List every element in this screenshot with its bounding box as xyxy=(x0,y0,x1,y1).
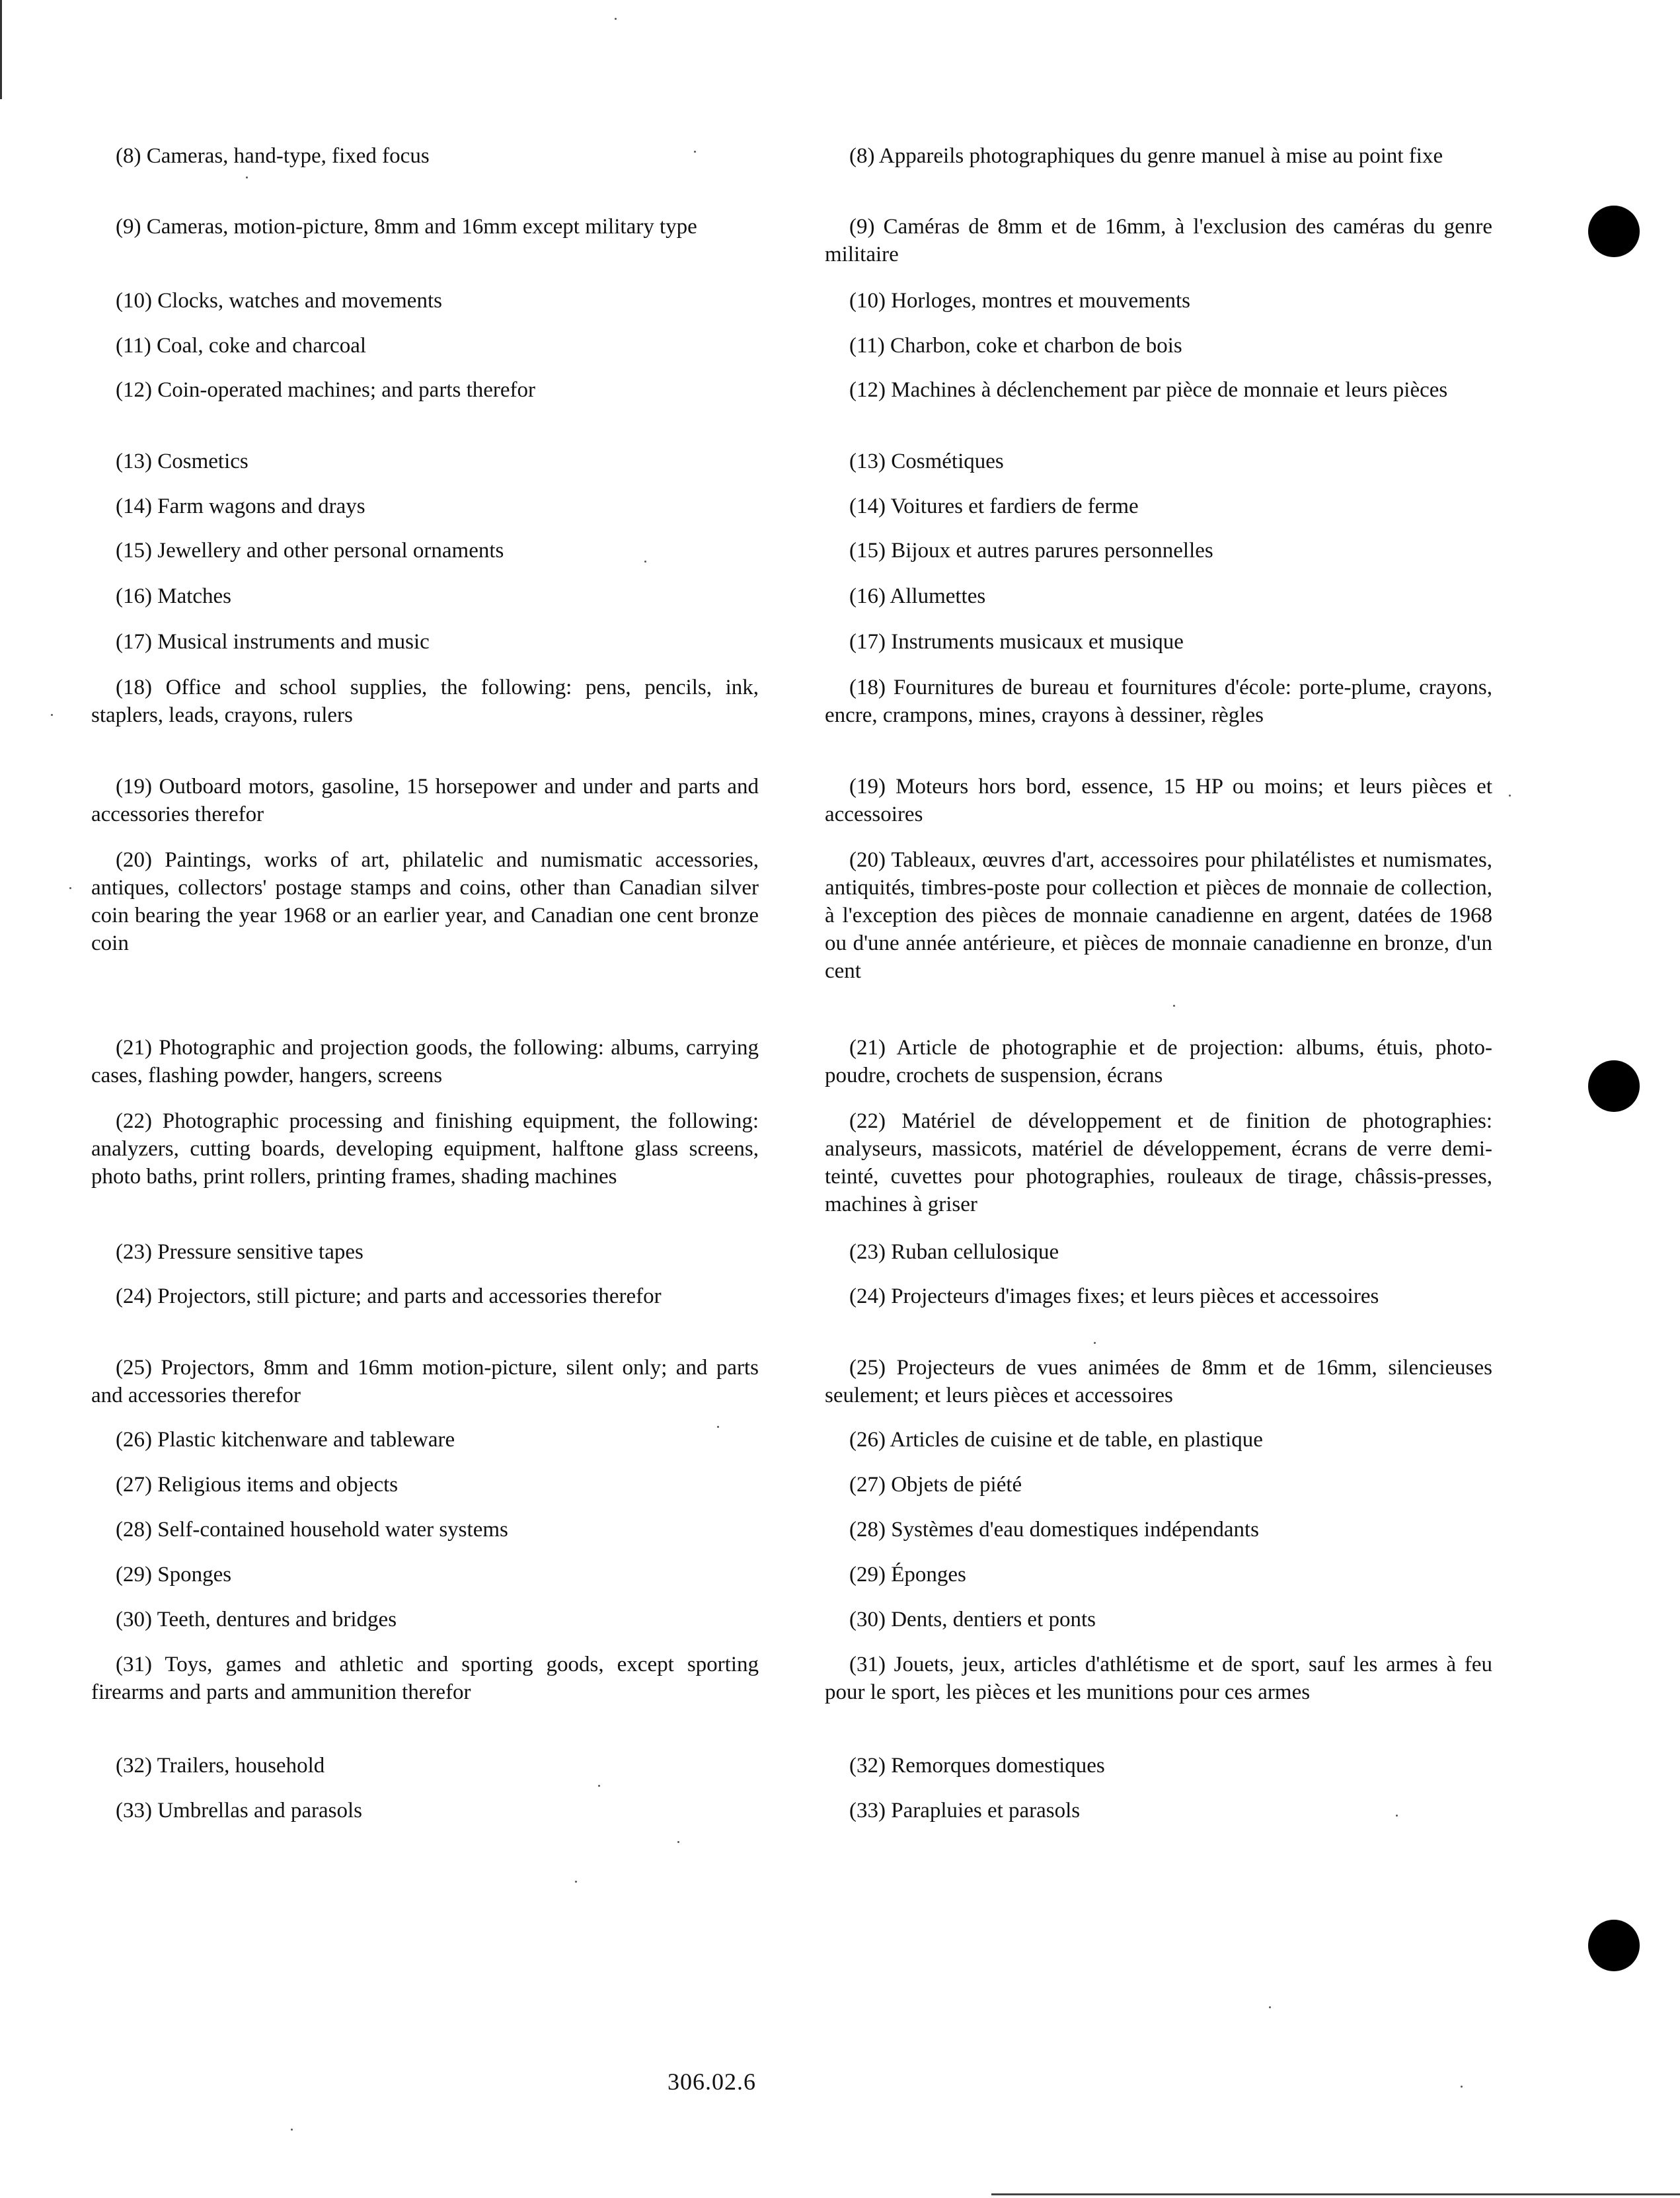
fr-item-8: (8) Appareils photographiques du genre manuel à mise au point fixe xyxy=(849,144,1443,168)
en-item-32: (32) Trailers, household xyxy=(116,1754,325,1778)
en-item-27: (27) Religious items and objects xyxy=(116,1473,399,1497)
scan-speck xyxy=(1396,1815,1398,1817)
fr-item-23: (23) Ruban cellulosique xyxy=(849,1240,1059,1264)
fr-item-33: (33) Parapluies et parasols xyxy=(849,1799,1081,1823)
fr-item-24: (24) Projecteurs d'images fixes; et leurs pièces et accessoires xyxy=(849,1284,1379,1308)
en-item-9: (9) Cameras, motion-picture, 8mm and 16mm except military type xyxy=(116,215,697,239)
fr-item-18: (18) Fournitures de bureau et fournitures d'école: porte-plume, crayons, encre, crampons, mines, crayons à dessiner, règles xyxy=(825,676,1492,727)
fr-item-17: (17) Instruments musicaux et musique xyxy=(849,630,1184,654)
punch-hole-top xyxy=(1588,206,1640,257)
fr-item-15: (15) Bijoux et autres parures personnelles xyxy=(849,539,1213,563)
en-item-8: (8) Cameras, hand-type, fixed focus xyxy=(116,144,430,168)
scan-edge-bottom xyxy=(991,2193,1680,2195)
scan-speck xyxy=(717,1426,719,1428)
fr-item-32: (32) Remorques domestiques xyxy=(849,1754,1105,1778)
fr-item-11: (11) Charbon, coke et charbon de bois xyxy=(849,334,1182,358)
en-item-18: (18) Office and school supplies, the following: pens, pencils, ink, staplers, leads, crayons, rulers xyxy=(91,676,759,727)
en-item-33: (33) Umbrellas and parasols xyxy=(116,1799,362,1823)
fr-item-31: (31) Jouets, jeux, articles d'athlétisme et de sport, sauf les armes à feu pour le sport, les pièces et les munitions pour ces armes xyxy=(825,1653,1492,1704)
scan-speck xyxy=(1094,1342,1096,1344)
fr-item-9: (9) Caméras de 8mm et de 16mm, à l'exclusion des caméras du genre militaire xyxy=(825,215,1492,266)
punch-hole-bottom xyxy=(1588,1920,1640,1971)
en-item-19: (19) Outboard motors, gasoline, 15 horsepower and under and parts and accessories therefor xyxy=(91,775,759,826)
scan-speck xyxy=(644,561,646,563)
fr-item-14: (14) Voitures et fardiers de ferme xyxy=(849,494,1139,518)
fr-item-16: (16) Allumettes xyxy=(849,584,986,608)
en-item-24: (24) Projectors, still picture; and parts and accessories therefor xyxy=(116,1284,662,1308)
scan-speck xyxy=(1509,795,1511,797)
fr-item-20: (20) Tableaux, œuvres d'art, accessoires pour philatélistes et numismates, antiquités, timbres-poste pour collection et pièces de monnaie de collection, à l'exception des pièces de monnaie canadienne en argent, datées de 1968 ou d'une année antérieure, et pièces de monnaie canadienne en bronze, d'un cent xyxy=(825,848,1492,983)
fr-item-25: (25) Projecteurs de vues animées de 8mm et de 16mm, silencieuses seulement; et leurs pièces et accessoires xyxy=(825,1356,1492,1407)
scan-edge-left xyxy=(0,0,2,99)
scan-speck xyxy=(51,714,53,716)
en-item-17: (17) Musical instruments and music xyxy=(116,630,430,654)
scan-speck xyxy=(1173,1005,1175,1007)
scan-speck xyxy=(1269,2006,1271,2008)
fr-item-13: (13) Cosmétiques xyxy=(849,450,1004,473)
fr-item-22: (22) Matériel de développement et de finition de photographies: analyseurs, massicots, matériel de développement, écrans de verre demi-teinté, cuvettes pour photographies, rouleaux de tirage, châssis-presses, machines à griser xyxy=(825,1109,1492,1216)
en-item-12: (12) Coin-operated machines; and parts therefor xyxy=(116,378,536,402)
en-item-23: (23) Pressure sensitive tapes xyxy=(116,1240,363,1264)
en-item-30: (30) Teeth, dentures and bridges xyxy=(116,1608,397,1631)
en-item-29: (29) Sponges xyxy=(116,1563,232,1587)
fr-item-27: (27) Objets de piété xyxy=(849,1473,1022,1497)
fr-item-10: (10) Horloges, montres et mouvements xyxy=(849,289,1190,313)
en-item-16: (16) Matches xyxy=(116,584,232,608)
scan-speck xyxy=(69,887,71,889)
scan-speck xyxy=(598,1785,600,1787)
fr-item-26: (26) Articles de cuisine et de table, en plastique xyxy=(849,1428,1263,1452)
scan-speck xyxy=(615,18,617,20)
scan-speck xyxy=(1461,2086,1463,2088)
fr-item-30: (30) Dents, dentiers et ponts xyxy=(849,1608,1096,1631)
scan-speck xyxy=(677,1841,679,1843)
en-item-25: (25) Projectors, 8mm and 16mm motion-picture, silent only; and parts and accessories therefor xyxy=(91,1356,759,1407)
fr-item-21: (21) Article de photographie et de projection: albums, étuis, photo-poudre, crochets de suspension, écrans xyxy=(825,1036,1492,1087)
scan-speck xyxy=(246,177,248,178)
en-item-15: (15) Jewellery and other personal ornaments xyxy=(116,539,504,563)
en-item-10: (10) Clocks, watches and movements xyxy=(116,289,442,313)
fr-item-29: (29) Éponges xyxy=(849,1563,966,1587)
fr-item-19: (19) Moteurs hors bord, essence, 15 HP ou moins; et leurs pièces et accessoires xyxy=(825,775,1492,826)
fr-item-12: (12) Machines à déclenchement par pièce de monnaie et leurs pièces xyxy=(849,378,1448,402)
scan-speck xyxy=(575,1881,577,1883)
fr-item-28: (28) Systèmes d'eau domestiques indépendants xyxy=(849,1518,1259,1542)
scan-speck xyxy=(291,2129,293,2131)
en-item-26: (26) Plastic kitchenware and tableware xyxy=(116,1428,455,1452)
en-item-21: (21) Photographic and projection goods, the following: albums, carrying cases, flashing powder, hangers, screens xyxy=(91,1036,759,1087)
en-item-28: (28) Self-contained household water systems xyxy=(116,1518,508,1542)
en-item-31: (31) Toys, games and athletic and sporting goods, except sporting firearms and parts and ammunition therefor xyxy=(91,1653,759,1704)
en-item-14: (14) Farm wagons and drays xyxy=(116,494,365,518)
en-item-20: (20) Paintings, works of art, philatelic and numismatic accessories, antiques, collectors' postage stamps and coins, other than Canadian silver coin bearing the year 1968 or an earlier year, and Canadian one cent bronze coin xyxy=(91,848,759,955)
en-item-22: (22) Photographic processing and finishing equipment, the following: analyzers, cutting boards, developing equipment, halftone glass screens, photo baths, print rollers, printing frames, shading machines xyxy=(91,1109,759,1189)
scan-speck xyxy=(694,151,696,153)
punch-hole-middle xyxy=(1588,1060,1640,1112)
page-number: 306.02.6 xyxy=(668,2068,756,2095)
en-item-11: (11) Coal, coke and charcoal xyxy=(116,334,367,358)
en-item-13: (13) Cosmetics xyxy=(116,450,248,473)
